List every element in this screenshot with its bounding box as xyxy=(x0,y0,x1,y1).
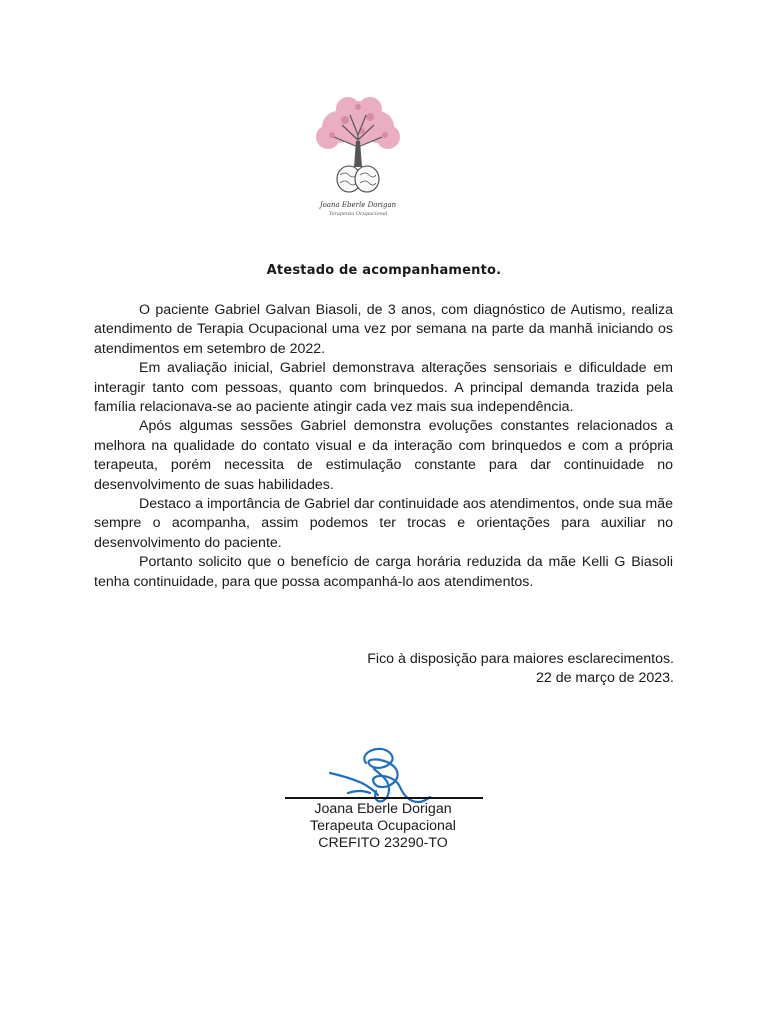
closing-block xyxy=(300,650,674,689)
logo-subtitle: Terapeuta Ocupacional xyxy=(328,211,388,217)
signer-name: Joana Eberle Dorigan xyxy=(314,801,452,817)
paragraph: Destaco a importância de Gabriel dar continuidade aos atendimentos, onde sua mãe sempre o acompanha, assim podemos ter trocas e orientações para auxiliar no desenvolvimento do paciente. xyxy=(94,496,673,551)
logo xyxy=(300,95,416,223)
document-date: 22 de março de 2023. xyxy=(535,670,674,687)
signer-registration: CREFITO 23290-TO xyxy=(318,835,448,851)
paragraph: O paciente Gabriel Galvan Biasoli, de 3 anos, com diagnóstico de Autismo, realiza atendimento de Terapia Ocupacional uma vez por semana na parte da manhã iniciando os atendimentos em setembro de 2022. xyxy=(94,302,673,357)
signer-block xyxy=(283,801,483,852)
paragraph: Portanto solicito que o benefício de carga horária reduzida da mãe Kelli G Biasoli tenha continuidade, para que possa acompanhá-lo aos atendimentos. xyxy=(94,554,673,590)
logo-name: Joana Eberle Dorigan xyxy=(319,201,397,209)
tree-brain-logo-icon xyxy=(300,95,416,199)
signature-line xyxy=(285,797,483,799)
closing-text: Fico à disposição para maiores esclarecimentos. xyxy=(367,651,674,667)
signer-role: Terapeuta Ocupacional xyxy=(310,818,456,834)
paragraph: Em avaliação inicial, Gabriel demonstrava alterações sensoriais e dificuldade em interagir tanto com pessoas, quanto com brinquedos. A principal demanda trazida pela família relacionava-se ao paciente atingir cada vez mais sua independência. xyxy=(94,360,673,416)
paragraph: Após algumas sessões Gabriel demonstra evoluções constantes relacionados a melhora na qualidade do contato visual e da interação com brinquedos e com a própria terapeuta, porém necessita de estimulação constante para dar continuidade no desenvolvimento de suas habilidades. xyxy=(94,418,673,493)
document-body xyxy=(94,301,673,592)
document-title: Atestado de acompanhamento. xyxy=(266,263,502,278)
